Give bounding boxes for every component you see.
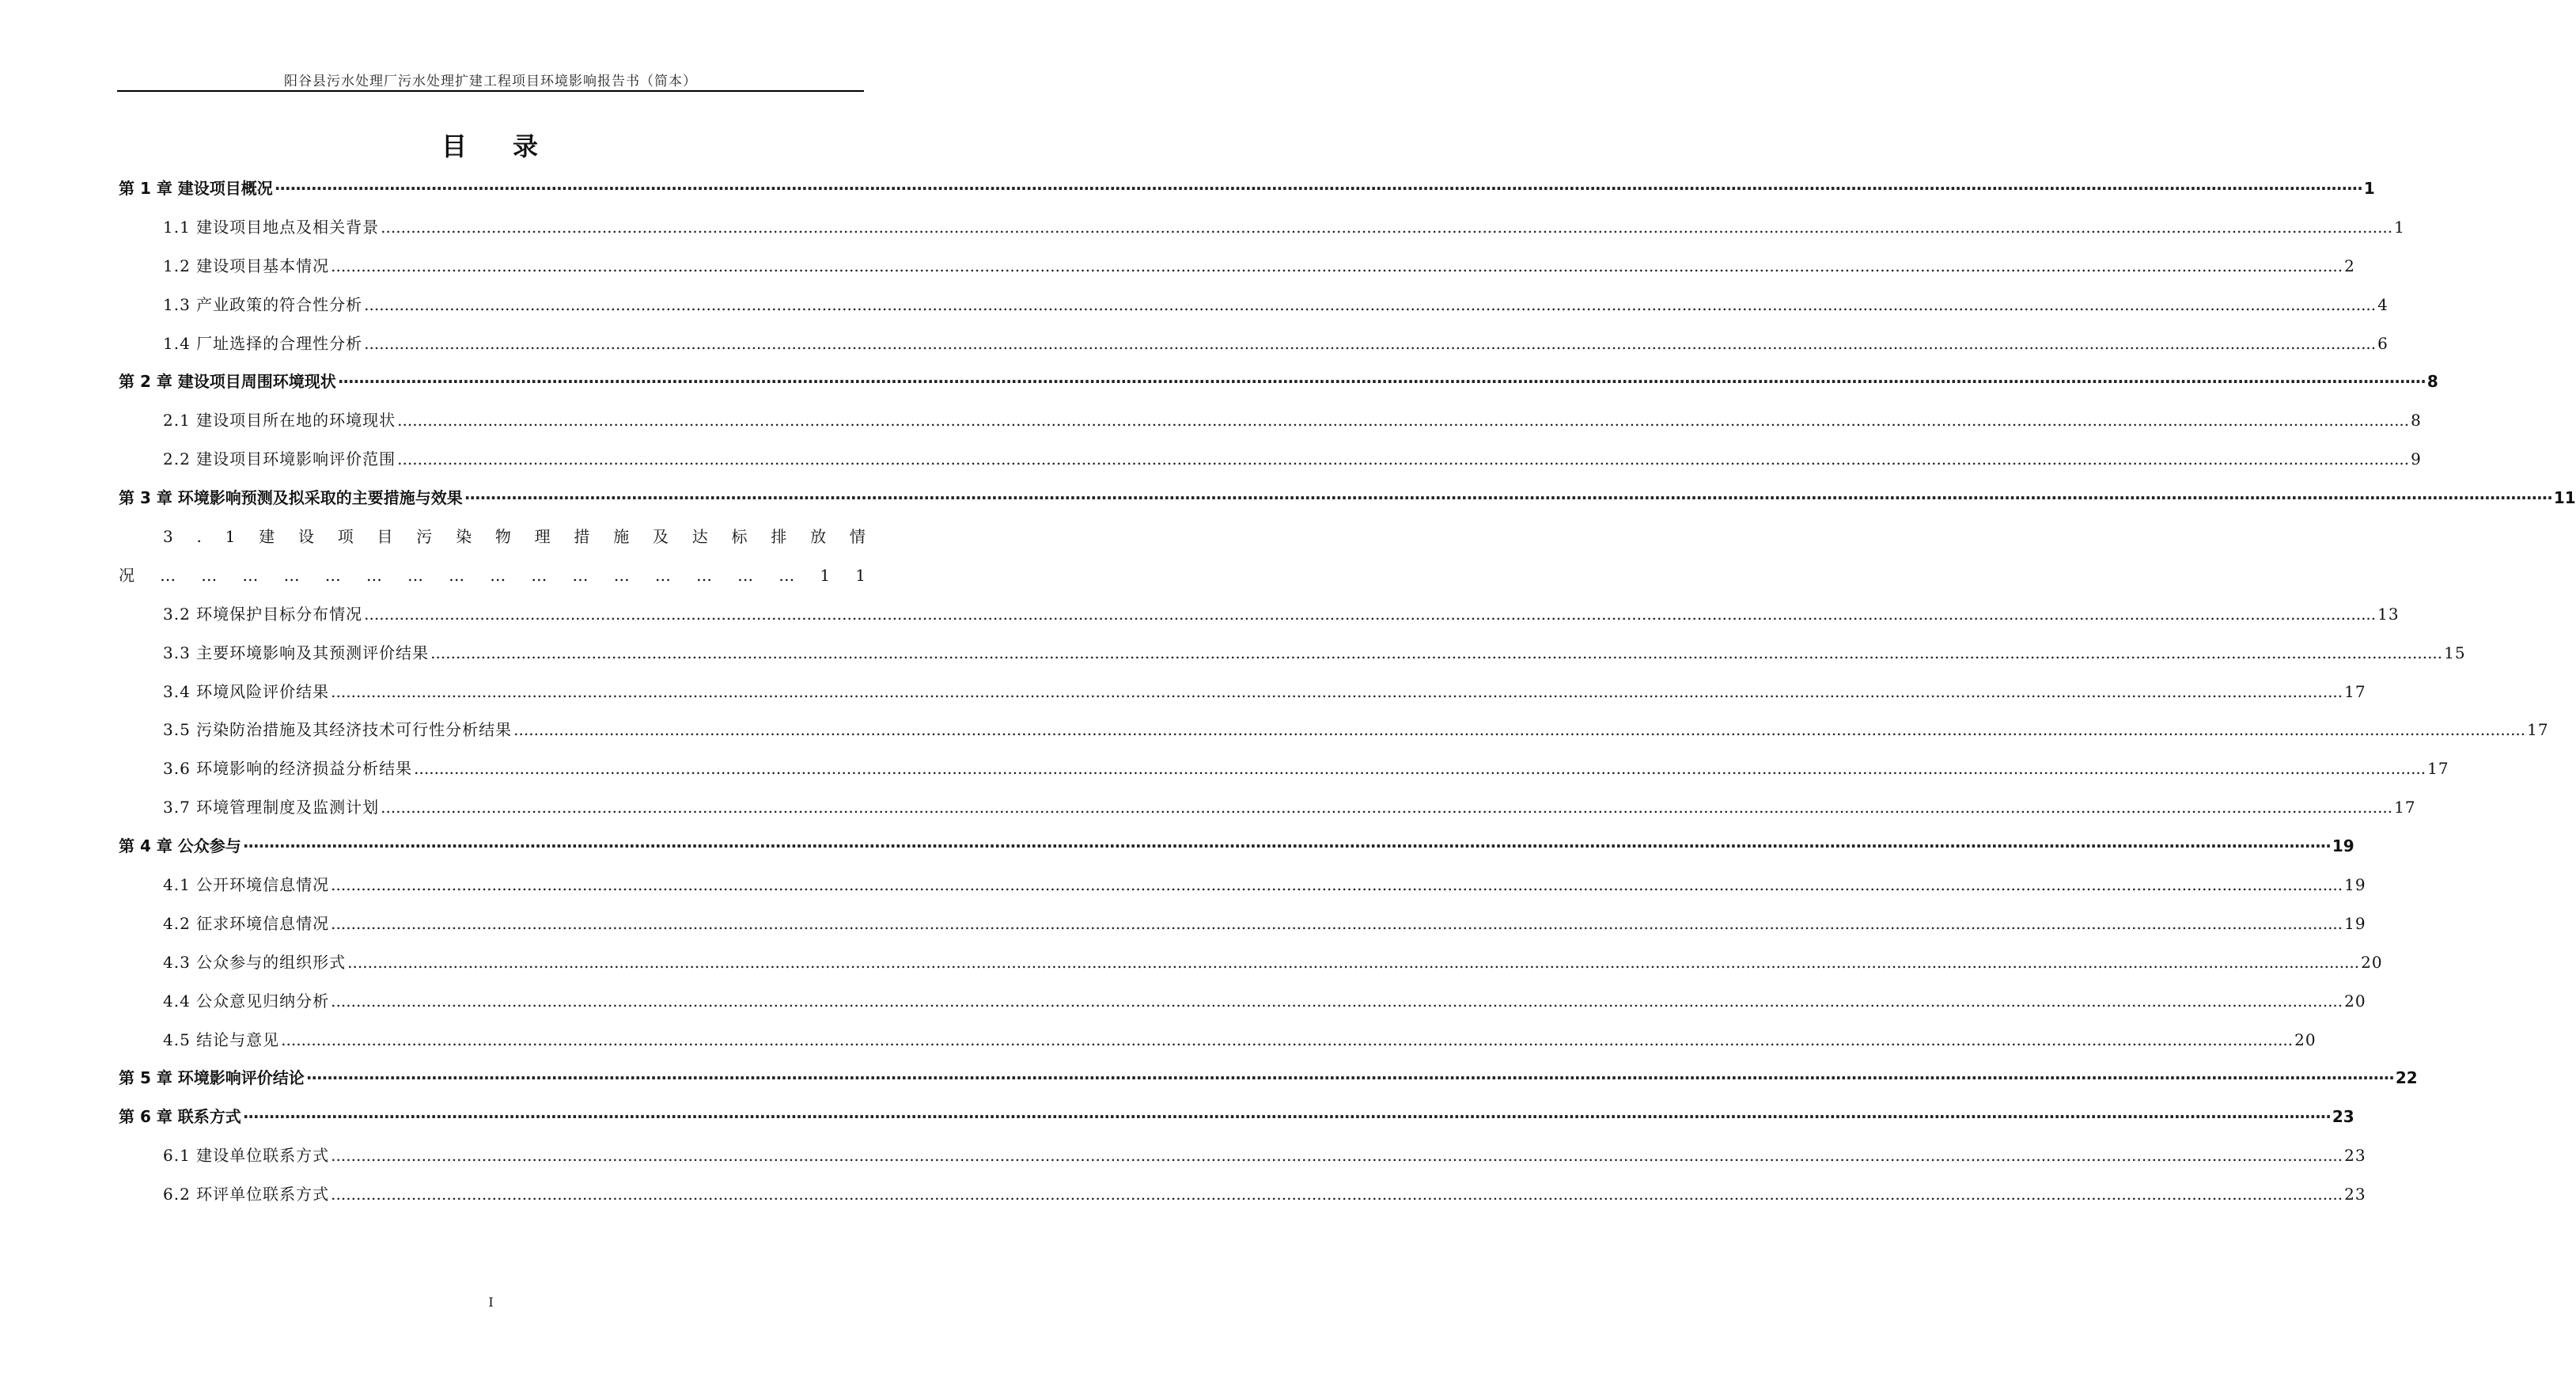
toc-entry-label: 4.2 征求环境信息情况 <box>163 913 330 933</box>
toc-entry-char: 建 <box>259 527 275 547</box>
toc-entry-wrapped-line2[interactable] <box>119 563 866 601</box>
toc-entry-label: 3.7 环境管理制度及监测计划 <box>163 798 380 817</box>
toc-entry-char: 污 <box>416 527 433 547</box>
toc-page-number: 15 <box>2444 643 2466 662</box>
running-header: 阳谷县污水处理厂污水处理扩建工程项目环境影响报告书（简本） <box>284 74 697 89</box>
toc-entry-label: 3.5 污染防治措施及其经济技术可行性分析结果 <box>163 720 513 740</box>
toc-section-entry[interactable] <box>119 794 2416 833</box>
toc-section-entry[interactable] <box>119 640 2466 679</box>
toc-entry-char: . <box>196 527 202 547</box>
toc-chapter-entry[interactable] <box>119 1104 2354 1143</box>
toc-page-number: 1 <box>2394 217 2405 237</box>
leader-dots: ................................................................................................................................................................................................................................................................................................................................................................................................................ <box>397 449 2410 469</box>
table-of-contents <box>119 176 2576 1220</box>
toc-entry-label: 第 5 章 环境影响评价结论 <box>119 1068 305 1088</box>
leader-dots: … <box>613 565 630 585</box>
toc-section-entry[interactable] <box>119 756 2449 794</box>
toc-page-number: 17 <box>2344 681 2366 701</box>
toc-page-number: 20 <box>2294 1030 2317 1049</box>
toc-section-entry[interactable] <box>119 1027 2317 1066</box>
leader-dots: ················································································································································································································································································································································································································ <box>464 488 2552 508</box>
toc-entry-char: 及 <box>652 527 669 547</box>
toc-section-entry[interactable] <box>119 911 2366 950</box>
toc-entry-char: 施 <box>613 527 630 547</box>
toc-page-number: 19 <box>2344 875 2366 895</box>
toc-page-number: 19 <box>2344 913 2366 933</box>
toc-entry-label: 3.4 环境风险评价结果 <box>163 681 330 701</box>
toc-section-entry[interactable] <box>119 408 2422 446</box>
leader-dots: … <box>695 565 712 585</box>
header-rule <box>117 90 864 92</box>
toc-entry-char: 标 <box>731 527 748 547</box>
toc-entry-label: 4.5 结论与意见 <box>163 1030 280 1049</box>
toc-entry-label: 4.4 公众意见归纳分析 <box>163 991 330 1011</box>
toc-page-number: 22 <box>2395 1068 2418 1088</box>
toc-entry-char: 况 <box>119 565 134 585</box>
toc-chapter-entry[interactable] <box>119 369 2438 408</box>
toc-entry-label: 1.4 厂址选择的合理性分析 <box>163 333 363 353</box>
toc-page-number: 6 <box>2377 333 2388 353</box>
toc-entry-char: 项 <box>337 527 354 547</box>
toc-entry-label: 4.3 公众参与的组织形式 <box>163 952 347 972</box>
toc-section-entry[interactable] <box>119 717 2549 756</box>
toc-entry-label: 6.1 建设单位联系方式 <box>163 1146 330 1166</box>
toc-page-number: 17 <box>2427 759 2449 779</box>
toc-entry-label: 3.3 主要环境影响及其预测评价结果 <box>163 643 430 662</box>
leader-dots: ................................................................................................................................................................................................................................................................................................................................................................................................................ <box>331 875 2343 895</box>
toc-entry-char: 3 <box>163 527 173 547</box>
toc-page-number: 13 <box>2377 604 2400 624</box>
toc-entry-label: 第 1 章 建设项目概况 <box>119 179 273 198</box>
toc-page-number: 9 <box>2411 449 2422 469</box>
toc-entry-label: 第 4 章 公众参与 <box>119 836 241 856</box>
toc-page-number: 8 <box>2411 411 2422 430</box>
toc-section-entry[interactable] <box>119 1143 2366 1181</box>
leader-dots: ················································································································································································································································································································································································································ <box>274 179 2362 198</box>
leader-dots: ................................................................................................................................................................................................................................................................................................................................................................................................................ <box>364 333 2377 353</box>
leader-dots: ................................................................................................................................................................................................................................................................................................................................................................................................................ <box>331 1146 2343 1166</box>
leader-dots: ................................................................................................................................................................................................................................................................................................................................................................................................................ <box>513 720 2526 740</box>
toc-chapter-entry[interactable] <box>119 485 2576 524</box>
toc-chapter-entry[interactable] <box>119 1065 2418 1104</box>
toc-entry-label: 第 2 章 建设项目周围环境现状 <box>119 372 336 392</box>
leader-dots: … <box>778 565 795 585</box>
leader-dots: ................................................................................................................................................................................................................................................................................................................................................................................................................ <box>381 217 2393 237</box>
toc-section-entry[interactable] <box>119 601 2400 640</box>
leader-dots: … <box>654 565 671 585</box>
toc-page-number: 11 <box>2553 488 2576 508</box>
toc-page-number: 17 <box>2527 720 2549 740</box>
toc-page-number: 4 <box>2377 294 2388 314</box>
leader-dots: ················································································································································································································································································································································································································ <box>242 1107 2331 1127</box>
toc-entry-char: 物 <box>494 527 511 547</box>
toc-entry-char: 1 <box>225 527 236 547</box>
toc-entry-label: 2.2 建设项目环境影响评价范围 <box>163 449 396 469</box>
toc-section-entry[interactable] <box>119 214 2405 253</box>
page-number: I <box>488 1295 494 1310</box>
leader-dots: … <box>160 565 176 585</box>
toc-page-number: 2 <box>2344 256 2355 275</box>
leader-dots: ................................................................................................................................................................................................................................................................................................................................................................................................................ <box>364 294 2377 314</box>
toc-entry-char: 染 <box>456 527 472 547</box>
leader-dots: ................................................................................................................................................................................................................................................................................................................................................................................................................ <box>414 759 2426 779</box>
toc-page-number: 8 <box>2426 372 2438 392</box>
toc-entry-char: 情 <box>849 527 866 547</box>
toc-section-entry[interactable] <box>119 1181 2366 1220</box>
toc-page-number: 20 <box>2361 952 2383 972</box>
leader-dots: ················································································································································································································································································································································································································ <box>305 1068 2394 1088</box>
leader-dots: ................................................................................................................................................................................................................................................................................................................................................................................................................ <box>397 411 2410 430</box>
toc-entry-char: 放 <box>810 527 827 547</box>
leader-dots: … <box>366 565 382 585</box>
toc-section-entry[interactable] <box>119 253 2355 292</box>
leader-dots: ················································································································································································································································································································································································································ <box>337 372 2426 392</box>
leader-dots: … <box>531 565 547 585</box>
toc-entry-char: 达 <box>691 527 708 547</box>
leader-dots: ................................................................................................................................................................................................................................................................................................................................................................................................................ <box>331 1185 2343 1204</box>
toc-entry-label: 3.2 环境保护目标分布情况 <box>163 604 363 624</box>
toc-entry-label: 第 6 章 联系方式 <box>119 1107 241 1127</box>
toc-page-number: 23 <box>2332 1107 2354 1127</box>
leader-dots: … <box>283 565 300 585</box>
leader-dots: ................................................................................................................................................................................................................................................................................................................................................................................................................ <box>331 681 2343 701</box>
toc-section-entry[interactable] <box>119 292 2388 331</box>
toc-entry-char: 理 <box>534 527 551 547</box>
leader-dots: … <box>242 565 259 585</box>
toc-page-number: 23 <box>2344 1185 2366 1204</box>
toc-page-number: 20 <box>2344 991 2366 1011</box>
leader-dots: ................................................................................................................................................................................................................................................................................................................................................................................................................ <box>281 1030 2294 1049</box>
leader-dots: ················································································································································································································································································································································································································ <box>242 836 2331 856</box>
leader-dots: … <box>324 565 341 585</box>
toc-entry-label: 第 3 章 环境影响预测及拟采取的主要措施与效果 <box>119 488 463 508</box>
leader-dots: ................................................................................................................................................................................................................................................................................................................................................................................................................ <box>331 991 2343 1011</box>
toc-page-number: 1 <box>820 565 831 585</box>
leader-dots: ................................................................................................................................................................................................................................................................................................................................................................................................................ <box>364 604 2377 624</box>
toc-entry-char: 措 <box>574 527 590 547</box>
toc-entry-char: 排 <box>771 527 787 547</box>
toc-section-entry[interactable] <box>119 331 2388 370</box>
leader-dots: ................................................................................................................................................................................................................................................................................................................................................................................................................ <box>331 256 2343 275</box>
toc-page-number: 1 <box>855 565 866 585</box>
toc-entry-label: 1.3 产业政策的符合性分析 <box>163 294 363 314</box>
toc-chapter-entry[interactable] <box>119 176 2375 214</box>
leader-dots: … <box>201 565 218 585</box>
page-title <box>117 127 864 163</box>
leader-dots: … <box>490 565 506 585</box>
toc-entry-wrapped-line1[interactable] <box>119 524 866 563</box>
toc-entry-label: 1.1 建设项目地点及相关背景 <box>163 217 380 237</box>
leader-dots: … <box>737 565 754 585</box>
page-title-right: 录 <box>513 131 540 161</box>
leader-dots: ................................................................................................................................................................................................................................................................................................................................................................................................................ <box>430 643 2443 662</box>
toc-page-number: 17 <box>2394 798 2416 817</box>
leader-dots: … <box>572 565 589 585</box>
leader-dots: ................................................................................................................................................................................................................................................................................................................................................................................................................ <box>347 952 2360 972</box>
toc-entry-char: 设 <box>297 527 314 547</box>
toc-page-number: 1 <box>2363 179 2375 198</box>
page-title-left: 目 <box>441 131 468 161</box>
leader-dots: ................................................................................................................................................................................................................................................................................................................................................................................................................ <box>381 798 2393 817</box>
toc-entry-label: 6.2 环评单位联系方式 <box>163 1185 330 1204</box>
toc-section-entry[interactable] <box>119 988 2366 1027</box>
toc-section-entry[interactable] <box>119 679 2366 718</box>
toc-section-entry[interactable] <box>119 950 2383 988</box>
toc-entry-label: 1.2 建设项目基本情况 <box>163 256 330 275</box>
toc-section-entry[interactable] <box>119 872 2366 911</box>
leader-dots: … <box>449 565 465 585</box>
toc-entry-label: 2.1 建设项目所在地的环境现状 <box>163 411 396 430</box>
leader-dots: ................................................................................................................................................................................................................................................................................................................................................................................................................ <box>331 913 2343 933</box>
toc-chapter-entry[interactable] <box>119 833 2354 872</box>
toc-entry-char: 目 <box>377 527 393 547</box>
toc-page-number: 19 <box>2332 836 2354 856</box>
toc-page-number: 23 <box>2344 1146 2366 1166</box>
leader-dots: … <box>407 565 423 585</box>
toc-entry-label: 3.6 环境影响的经济损益分析结果 <box>163 759 413 779</box>
toc-section-entry[interactable] <box>119 446 2422 485</box>
toc-entry-label: 4.1 公开环境信息情况 <box>163 875 330 895</box>
